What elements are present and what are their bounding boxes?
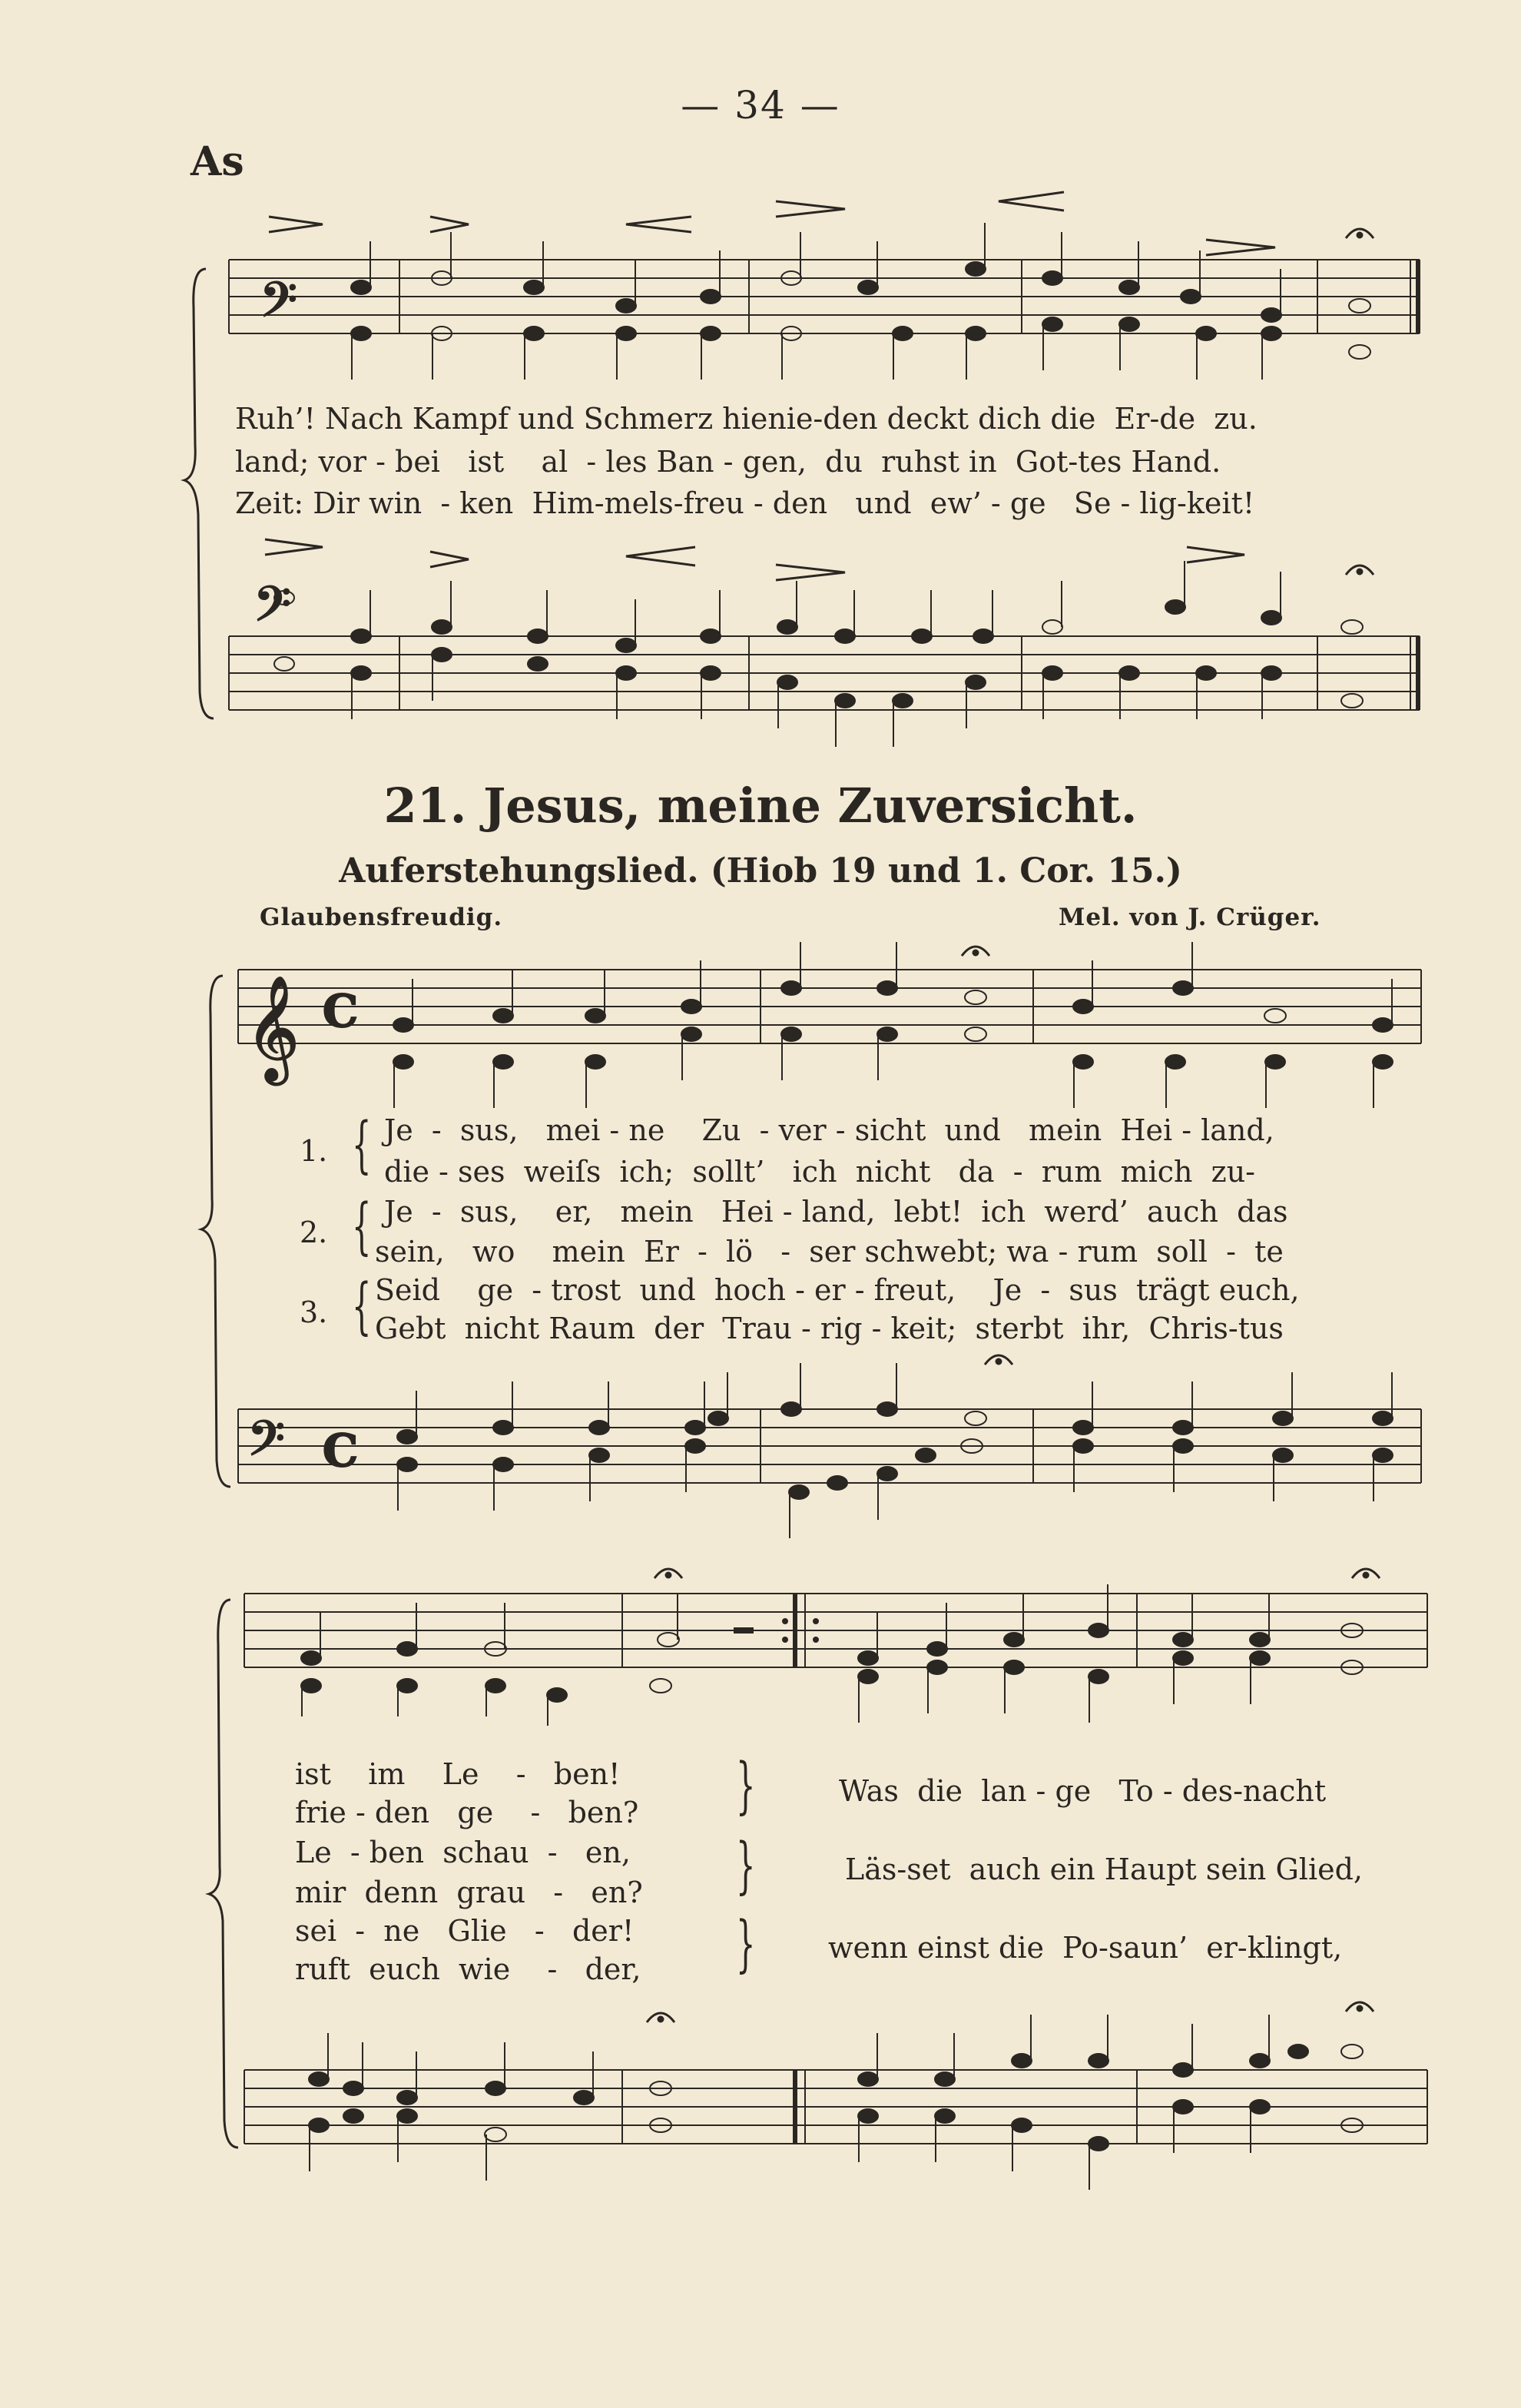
staff-prev-treble [229,260,1420,333]
svg-text:𝄢: 𝄢 [254,575,291,644]
verse-brace: } [736,1908,756,1979]
svg-text:𝄢: 𝄢 [260,271,297,340]
lyric-line: Je - sus, mei - ne Zu - ver - sicht und mein Hei - land, [384,1113,1274,1147]
lyric-line: sei - ne Glie - der! [295,1914,635,1948]
lyric-line: frie - den ge - ben? [295,1796,639,1829]
prev-lyric-line-2: land; vor - bei ist al - les Ban - gen, du ruhst in Got-tes Hand. [235,445,1221,479]
svg-text:C: C [323,985,359,1037]
lyric-line: Le - ben schau - en, [295,1836,631,1869]
verse-number-3: 3. [300,1295,328,1329]
verse-brace: { [352,1190,372,1262]
lyric-line: Was die lan - ge To - des-nacht [839,1774,1327,1808]
lyric-line: mir denn grau - en? [295,1876,643,1909]
lyric-line: wenn einst die Po-saun’ er-klingt, [828,1931,1343,1965]
hymn-subtitle: Auferstehungslied. (Hiob 19 und 1. Cor. 15.) [339,851,1182,891]
hymn-title: 21. Jesus, meine Zuversicht. [383,778,1138,834]
lyric-line: Seid ge - trost und hoch - er - freut, Je - sus trägt euch, [375,1273,1300,1307]
prev-lyric-line-1: Ruh’! Nach Kampf und Schmerz hienie-den deckt dich die Er-de zu. [235,402,1258,436]
staff-prev-bass [229,636,1420,710]
verse-brace: { [352,1109,372,1180]
lyric-line: Gebt nicht Raum der Trau - rig - keit; sterbt ihr, Chris-tus [375,1312,1284,1345]
lyric-line: die - ses weiſs ich; sollt’ ich nicht da - rum mich zu- [384,1155,1256,1189]
verse-brace: } [736,1829,756,1901]
lyric-line: sein, wo mein Er - lö - ser schwebt; wa - rum soll - te [375,1235,1284,1269]
verse-number-2: 2. [300,1216,328,1249]
svg-text:𝄢: 𝄢 [247,1410,285,1478]
tempo-marking: Glaubensfreudig. [260,904,503,931]
verse-brace: } [736,1750,756,1821]
lyric-line: ist im Le - ben! [295,1757,621,1791]
key-label: As [191,138,244,185]
svg-text:𝄞: 𝄞 [246,974,300,1080]
page-number: — 34 — [681,83,840,128]
verse-brace: { [352,1270,372,1342]
lyric-line: Je - sus, er, mein Hei - land, lebt! ich werd’ auch das [384,1195,1288,1229]
staff-hymn-treble-1 [238,970,1421,1043]
svg-text:C: C [323,1425,359,1477]
verse-number-1: 1. [300,1134,328,1168]
prev-lyric-line-3: Zeit: Dir win - ken Him-mels-freu - den und ew’ - ge Se - lig-keit! [235,486,1255,520]
composer-credit: Mel. von J. Crüger. [1059,904,1321,931]
lyric-line: ruft euch wie - der, [295,1952,641,1986]
lyric-line: Läs-set auch ein Haupt sein Glied, [845,1852,1363,1886]
